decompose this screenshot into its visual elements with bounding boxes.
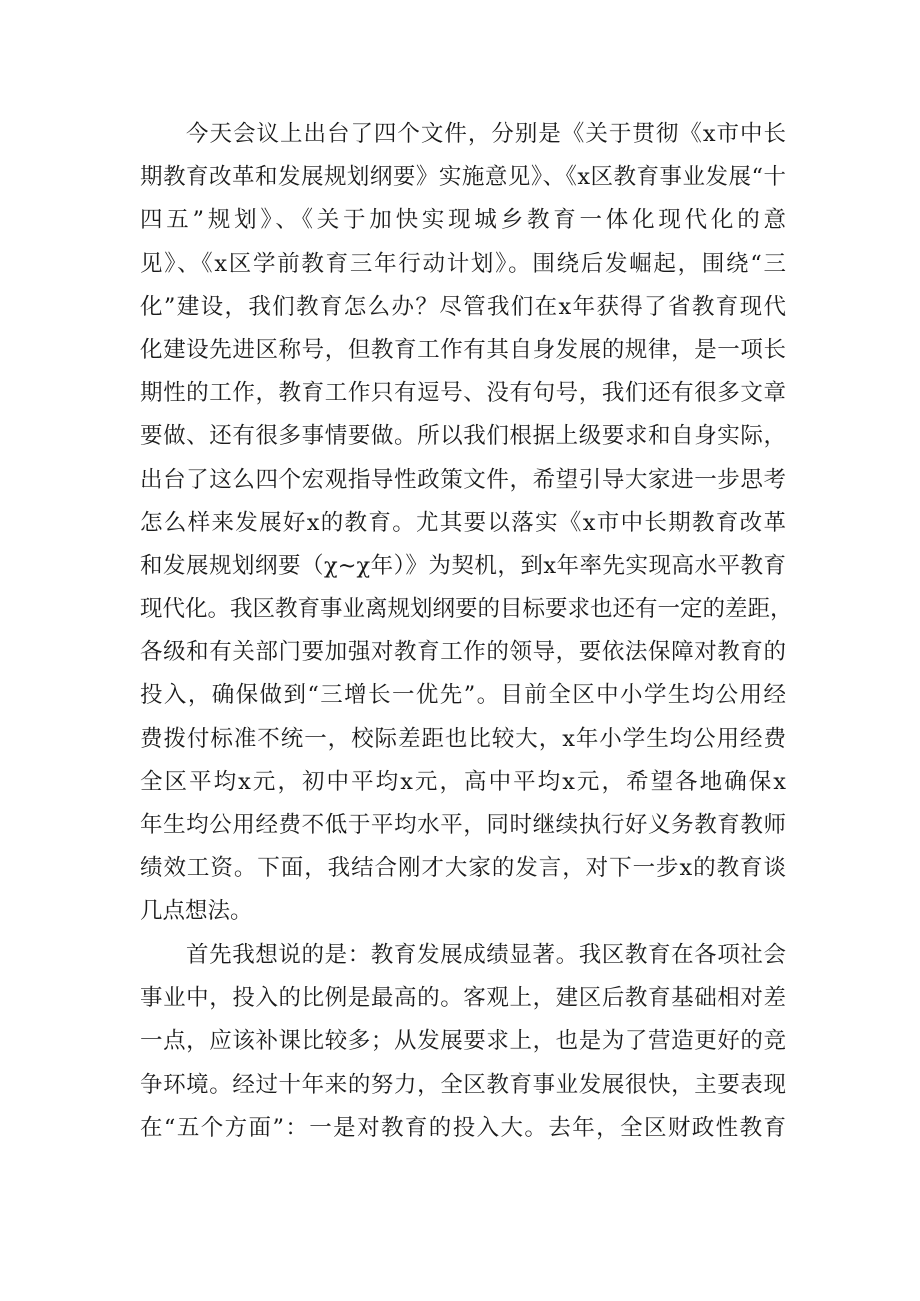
- text-line: 费拨付标准不统一，校际差距也比较大，x年小学生均公用经费: [140, 725, 786, 752]
- text-line: 化”建设，我们教育怎么办？尽管我们在x年获得了省教育现代: [140, 293, 786, 320]
- text-line: 在“五个方面”：一是对教育的投入大。去年，全区财政性教育: [140, 1114, 786, 1141]
- text-line: 年生均公用经费不低于平均水平，同时继续执行好义务教育教师: [140, 812, 786, 838]
- text-line: 今天会议上出台了四个文件，分别是《关于贯彻《x市中长: [186, 121, 786, 147]
- text-line: 见》、《x区学前教育三年行动计划》。围绕后发崛起，围绕“三: [140, 250, 786, 277]
- text-line: 和发展规划纲要（χ~χ年）》为契机，到x年率先实现高水平教育: [140, 552, 786, 579]
- text-line: 几点想法。: [140, 898, 253, 925]
- text-line: 首先我想说的是：教育发展成绩显著。我区教育在各项社会: [186, 942, 786, 968]
- paragraph-2: [140, 934, 786, 1150]
- text-line: 四五”规划》、《关于加快实现城乡教育一体化现代化的意: [140, 207, 786, 234]
- text-line: 期性的工作，教育工作只有逗号、没有句号，我们还有很多文章: [140, 380, 786, 407]
- text-line: 投入，确保做到“三增长一优先”。目前全区中小学生均公用经: [140, 682, 786, 709]
- paragraph-1: [140, 113, 793, 934]
- text-line: 现代化。我区教育事业离规划纲要的目标要求也还有一定的差距，: [140, 596, 793, 623]
- text-line: 期教育改革和发展规划纲要》实施意见》、《x区教育事业发展“十: [140, 164, 786, 191]
- text-line: 化建设先进区称号，但教育工作有其自身发展的规律，是一项长: [140, 336, 786, 363]
- text-line: 各级和有关部门要加强对教育工作的领导，要依法保障对教育的: [140, 639, 786, 666]
- text-line: 争环境。经过十年来的努力，全区教育事业发展很快，主要表现: [140, 1071, 786, 1098]
- text-line: 全区平均x元，初中平均x元，高中平均x元，希望各地确保x: [140, 768, 786, 795]
- text-line: 绩效工资。下面，我结合刚才大家的发言，对下一步x的教育谈: [140, 855, 786, 882]
- text-line: 要做、还有很多事情要做。所以我们根据上级要求和自身实际，: [140, 423, 786, 450]
- text-line: 出台了这么四个宏观指导性政策文件，希望引导大家进一步思考: [140, 466, 786, 493]
- text-line: 怎么样来发展好x的教育。尤其要以落实《x市中长期教育改革: [140, 509, 786, 536]
- text-line: 事业中，投入的比例是最高的。客观上，建区后教育基础相对差: [140, 985, 786, 1012]
- text-line: 一点，应该补课比较多；从发展要求上，也是为了营造更好的竞: [140, 1028, 786, 1055]
